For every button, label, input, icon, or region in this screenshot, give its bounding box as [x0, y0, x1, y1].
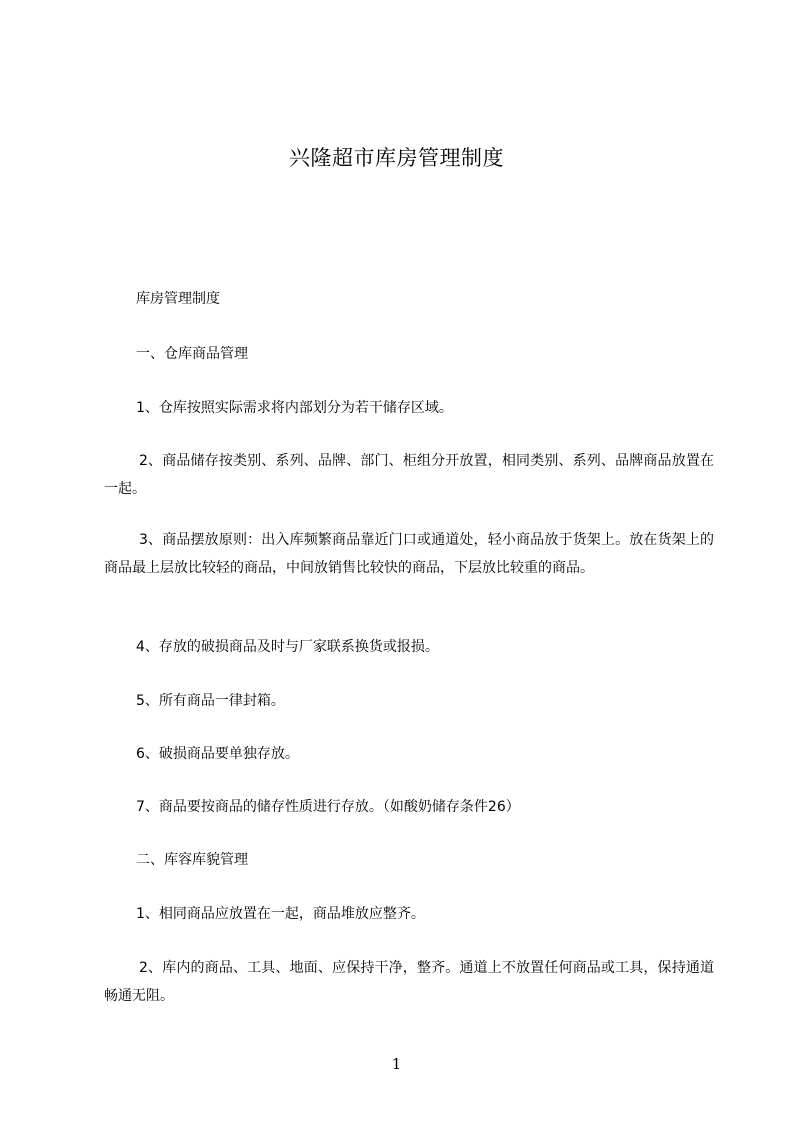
- paragraph-section-heading: 库房管理制度: [136, 291, 220, 307]
- paragraph-item-1-3: 3、商品摆放原则：出入库频繁商品靠近门口或通道处，轻小商品放于货架上。放在货架上的商品最上层放比较轻的商品，中间放销售比较快的商品，下层放比较重的商品。: [104, 532, 714, 576]
- paragraph-heading-1: 一、仓库商品管理: [136, 346, 248, 362]
- paragraph-item-1-1: 1、仓库按照实际需求将内部划分为若干储存区域。: [136, 400, 453, 416]
- paragraph-item-1-5: 5、所有商品一律封箱。: [136, 693, 285, 709]
- paragraph-item-2-2: 2、库内的商品、工具、地面、应保持干净，整齐。通道上不放置任何商品或工具，保持通道畅通无阻。: [104, 960, 714, 1004]
- paragraph-item-2-1: 1、相同商品应放置在一起，商品堆放应整齐。: [136, 906, 425, 922]
- paragraph-item-1-7: 7、商品要按商品的储存性质进行存放。（如酸奶储存条件26）: [136, 799, 520, 815]
- paragraph-item-1-6: 6、破损商品要单独存放。: [136, 746, 299, 762]
- paragraph-item-1-2: 2、商品储存按类别、系列、品牌、部门、柜组分开放置，相同类别、系列、品牌商品放置在一起。: [104, 453, 714, 497]
- paragraph-heading-2: 二、库容库貌管理: [136, 852, 248, 868]
- page-number: 1: [391, 1055, 402, 1073]
- paragraph-item-1-4: 4、存放的破损商品及时与厂家联系换货或报损。: [136, 639, 439, 655]
- document-title: 兴隆超市库房管理制度: [289, 146, 504, 170]
